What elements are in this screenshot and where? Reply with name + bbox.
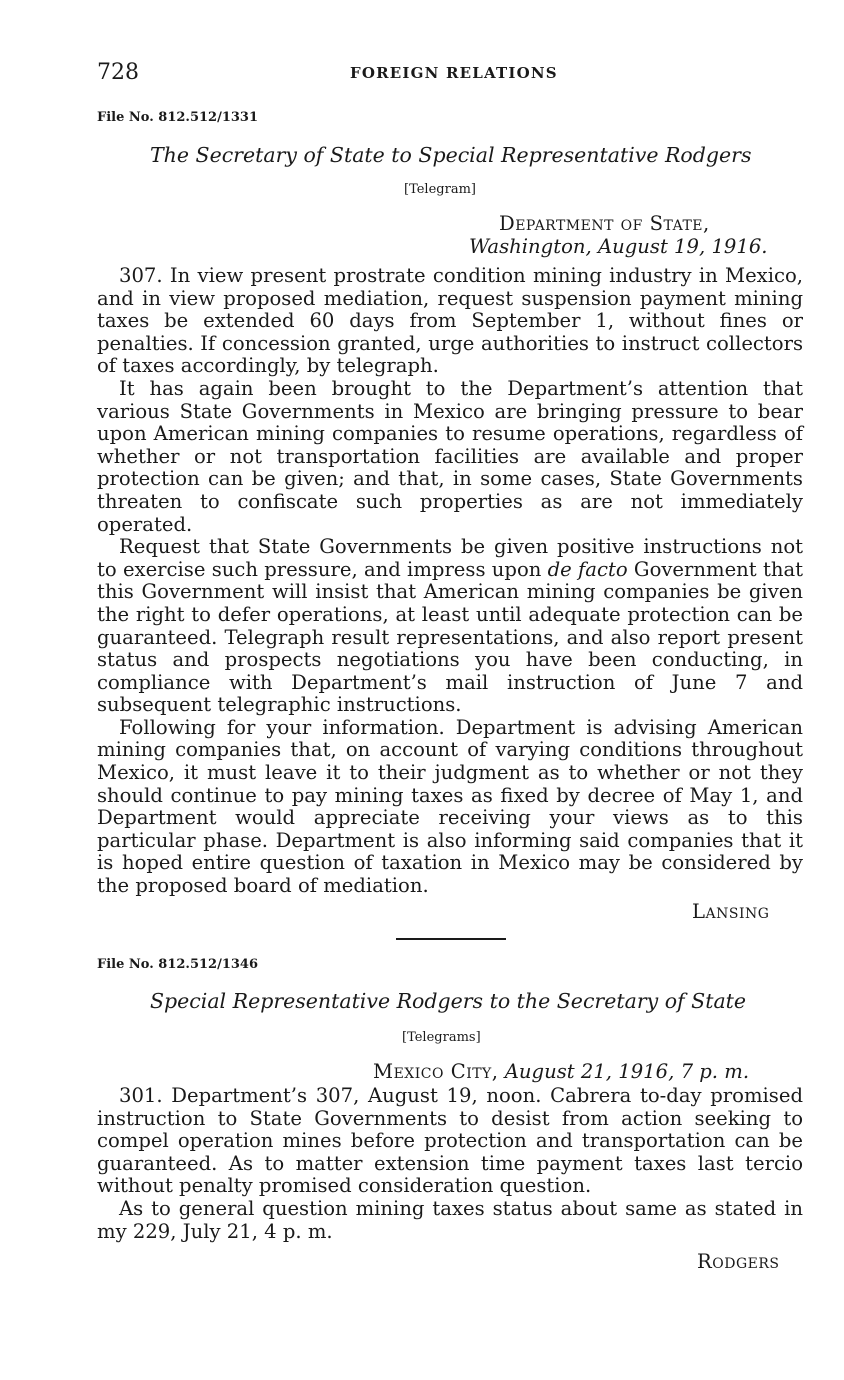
place: Mexico City,	[373, 1060, 499, 1083]
paragraph-text: Request that State Governments be given positive instructions not to exercise such pressure, and impress upon	[97, 535, 803, 581]
signature: Lansing	[692, 900, 770, 923]
running-title: FOREIGN RELATIONS	[350, 64, 558, 82]
telegram-label: [Telegrams]	[402, 1030, 481, 1045]
file-number: File No. 812.512/1331	[97, 110, 259, 125]
italic-term: de facto	[547, 557, 628, 581]
date-line: Washington, August 19, 1916.	[469, 235, 768, 258]
document-body	[97, 265, 803, 898]
signature: Rodgers	[697, 1250, 780, 1273]
document-title: The Secretary of State to Special Representative Rodgers	[150, 143, 752, 167]
paragraph: As to general question mining taxes status about same as stated in my 229, July 21, 4 p. m.	[97, 1196, 803, 1243]
sender-place: Department of State,	[499, 212, 710, 235]
date: August 21, 1916, 7 p. m.	[504, 1060, 750, 1083]
document-body	[97, 1085, 803, 1243]
paragraph: It has again been brought to the Department’s attention that various State Governments in Mexico are bringing pressure to bear upon American mining companies to resume operations, regardless of whether or not transportation facilities are available and proper protection can be given; and that, in some cases, State Governments threaten to confiscate such properties as are not immediately operated.	[97, 376, 803, 536]
date-line	[373, 1060, 749, 1083]
paragraph-text: Government that this Government will insist that American mining companies be given the right to defer operations, at least until adequate protection can be guaranteed. Telegraph result representations, and also report present status and prospects negotiations you have been conducting, in compliance with Department’s mail instruction of June 7 and subsequent telegraphic instructions.	[97, 557, 803, 717]
section-divider	[396, 938, 506, 940]
paragraph	[97, 536, 803, 717]
paragraph: 307. In view present prostrate condition mining industry in Mexico, and in view proposed mediation, request suspension payment mining taxes be extended 60 days from September 1, without fines or penalties. If concession granted, urge authorities to instruct collectors of taxes accordingly, by telegraph.	[97, 264, 803, 378]
telegram-label: [Telegram]	[404, 182, 476, 197]
paragraph: Following for your information. Department is advising American mining companies that, on account of varying conditions throughout Mexico, it must leave it to their judgment as to whether or not they should continue to pay mining taxes as fixed by decree of May 1, and Department would appreciate receiving your views as to this particular phase. Department is also informing said companies that it is hoped entire question of taxation in Mexico may be considered by the proposed board of mediation.	[97, 715, 803, 898]
paragraph: 301. Department’s 307, August 19, noon. Cabrera to-day promised instruction to State Governments to desist from action seeking to compel operation mines before protection and transportation can be guaranteed. As to matter extension time payment taxes last tercio without penalty promised consideration question.	[97, 1084, 803, 1198]
page-number: 728	[97, 60, 139, 85]
file-number: File No. 812.512/1346	[97, 957, 259, 972]
document-title: Special Representative Rodgers to the Secretary of State	[150, 989, 747, 1013]
